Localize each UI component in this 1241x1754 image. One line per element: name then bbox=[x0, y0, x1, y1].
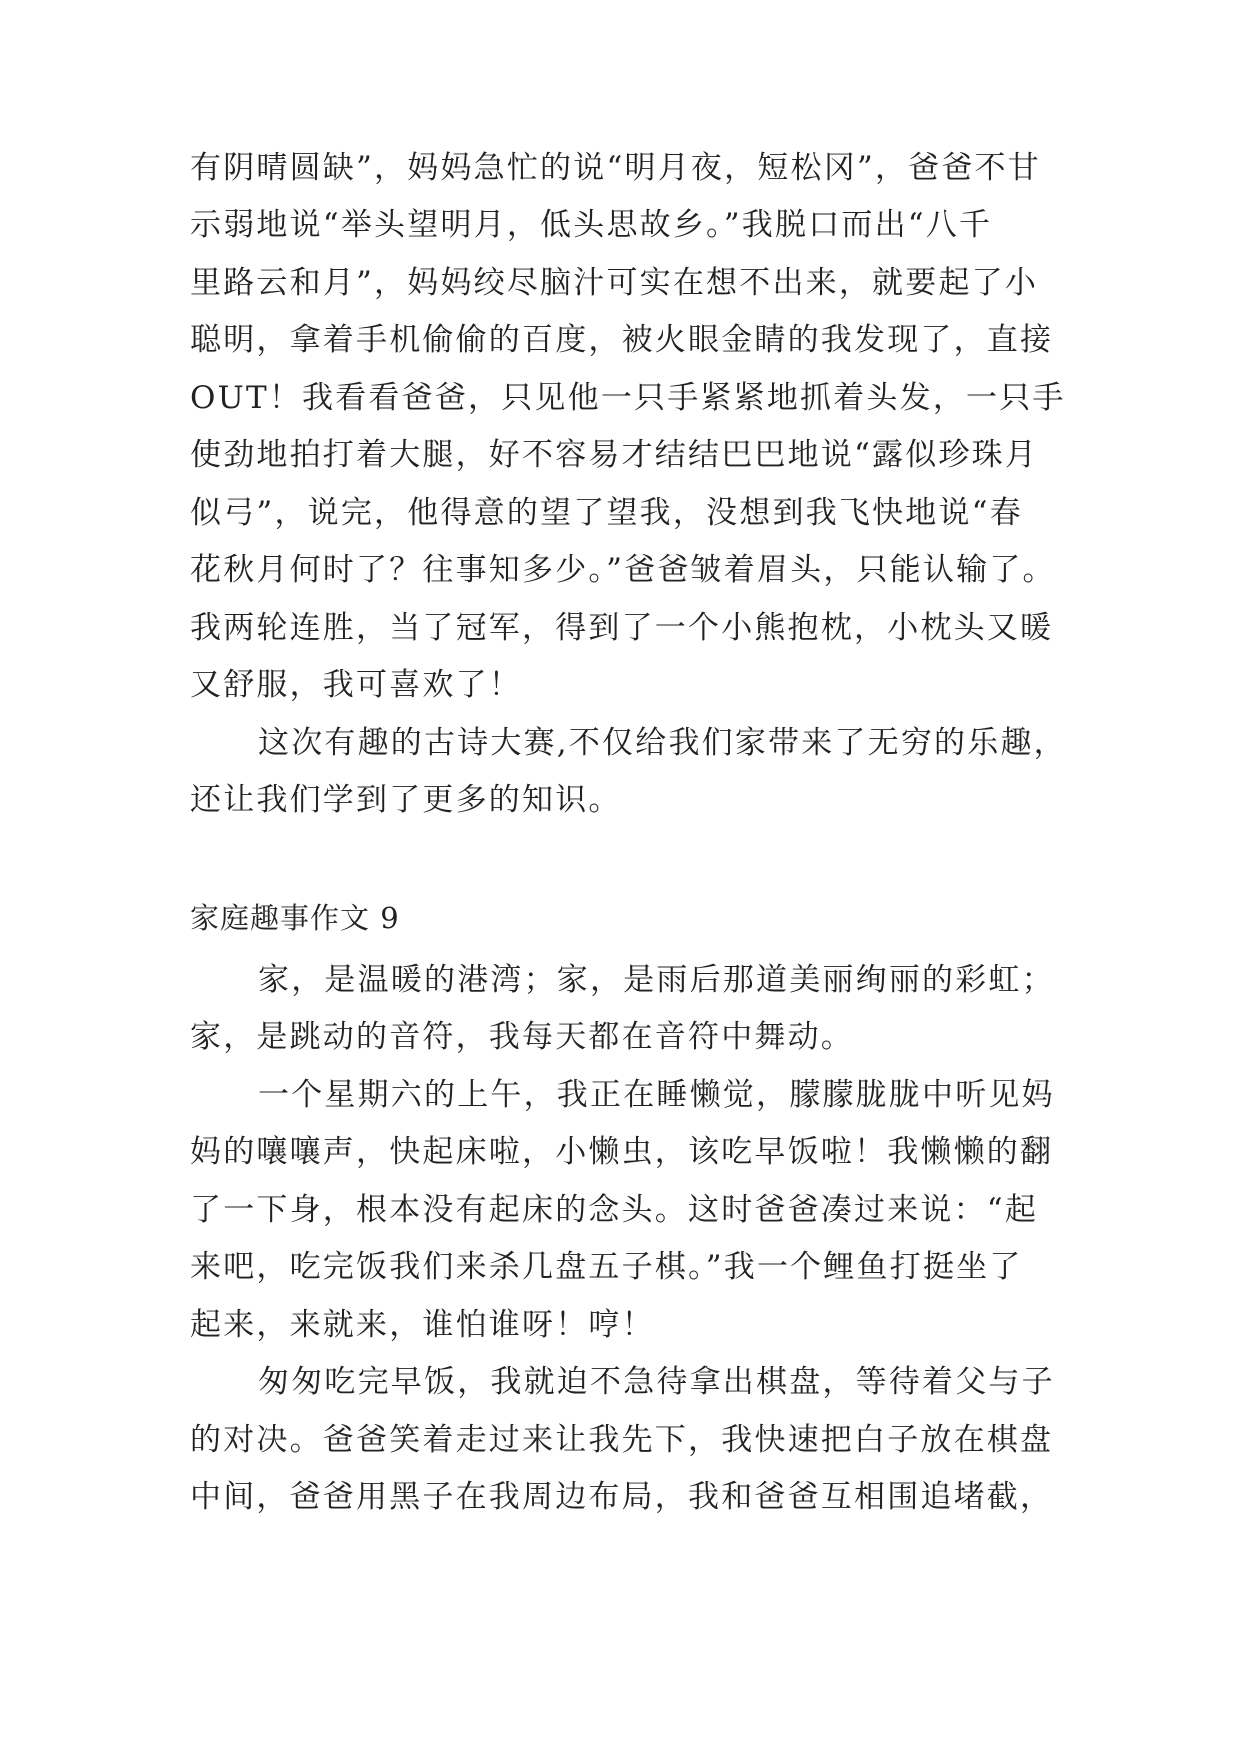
text-line: 妈的嚷嚷声，快起床啦，小懒虫，该吃早饭啦！我懒懒的翻 bbox=[190, 1134, 1054, 1170]
text-line: 中间，爸爸用黑子在我周边布局，我和爸爸互相围追堵截， bbox=[190, 1479, 1054, 1515]
paragraph-first-line: 这次有趣的古诗大赛,不仅给我们家带来了无穷的乐趣， bbox=[258, 725, 1067, 761]
text-line: 有阴晴圆缺”，妈妈急忙的说“明月夜，短松冈”，爸爸不甘 bbox=[190, 150, 1041, 186]
text-line: 里路云和月”，妈妈绞尽脑汁可实在想不出来，就要起了小 bbox=[190, 265, 1039, 301]
text-line: 还让我们学到了更多的知识。 bbox=[190, 782, 622, 818]
paragraph-first-line: 家，是温暖的港湾；家，是雨后那道美丽绚丽的彩虹； bbox=[258, 962, 1055, 998]
text-line: 了一下身，根本没有起床的念头。这时爸爸凑过来说：“起 bbox=[190, 1192, 1039, 1228]
section-heading: 家庭趣事作文 9 bbox=[190, 901, 400, 935]
text-line: 花秋月何时了？往事知多少。”爸爸皱着眉头，只能认输了。 bbox=[190, 552, 1056, 588]
paragraph-first-line: 一个星期六的上午，我正在睡懒觉，朦朦胧胧中听见妈 bbox=[258, 1077, 1055, 1113]
text-line: 起来，来就来，谁怕谁呀！哼！ bbox=[190, 1307, 655, 1343]
text-line: 使劲地拍打着大腿，好不容易才结结巴巴地说“露似珍珠月 bbox=[190, 437, 1039, 473]
text-line: 似弓”，说完，他得意的望了望我，没想到我飞快地说“春 bbox=[190, 495, 1023, 531]
text-line: 家，是跳动的音符，我每天都在音符中舞动。 bbox=[190, 1019, 854, 1055]
text-line: 的对决。爸爸笑着走过来让我先下，我快速把白子放在棋盘 bbox=[190, 1422, 1054, 1458]
text-line: OUT！我看看爸爸，只见他一只手紧紧地抓着头发，一只手 bbox=[190, 380, 1066, 416]
paragraph-first-line: 匆匆吃完早饭，我就迫不急待拿出棋盘，等待着父与子 bbox=[258, 1364, 1055, 1400]
text-line: 示弱地说“举头望明月，低头思故乡。”我脱口而出“八千 bbox=[190, 207, 993, 243]
text-line: 我两轮连胜，当了冠军，得到了一个小熊抱枕，小枕头又暖 bbox=[190, 610, 1054, 646]
text-line: 又舒服，我可喜欢了！ bbox=[190, 667, 522, 703]
text-line: 聪明，拿着手机偷偷的百度，被火眼金睛的我发现了，直接 bbox=[190, 322, 1054, 358]
text-line: 来吧，吃完饭我们来杀几盘五子棋。”我一个鲤鱼打挺坐了 bbox=[190, 1249, 1023, 1285]
